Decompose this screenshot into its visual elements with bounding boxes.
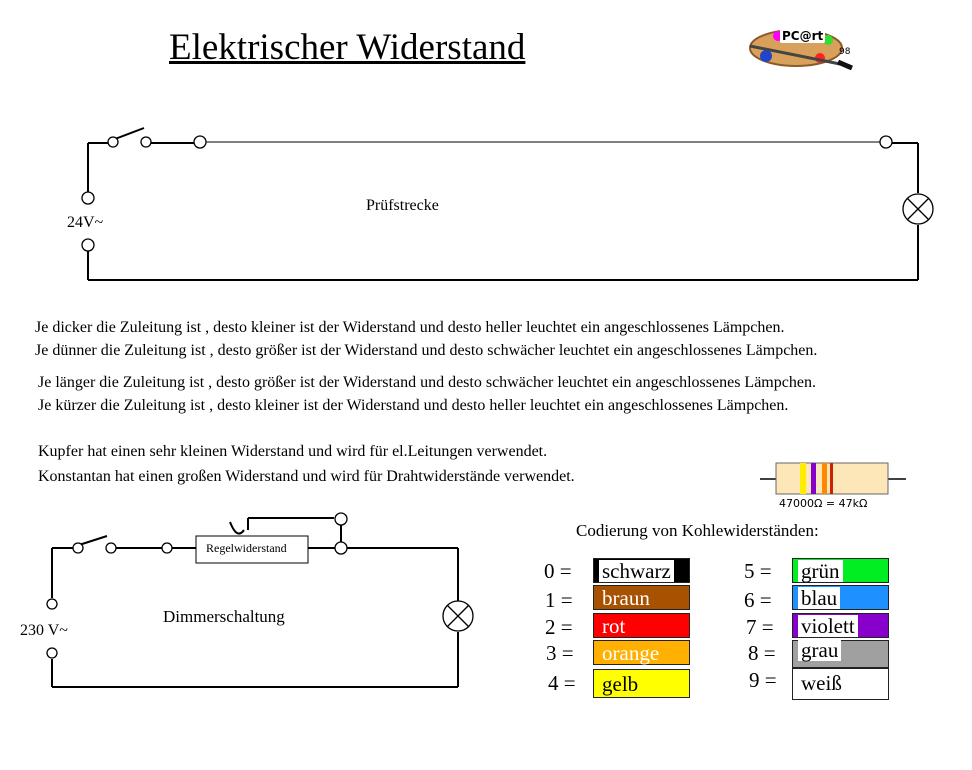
color-name: schwarz [599, 560, 674, 582]
code-number: 5 = [744, 559, 772, 583]
color-name: rot [599, 615, 628, 637]
code-number: 3 = [546, 641, 574, 665]
test-circuit [88, 128, 918, 280]
resistor-caption: 47000Ω = 47kΩ [779, 497, 868, 510]
voltage-label-230v: 230 V~ [20, 622, 68, 639]
text-line-6: Konstantan hat einen großen Widerstand und wird für Drahtwiderstände verwendet. [38, 468, 575, 485]
text-line-3: Je länger die Zuleitung ist , desto größer ist der Widerstand und desto schwächer leuchtet ein angeschlossenes Lämpchen. [38, 374, 816, 391]
terminal [162, 543, 172, 553]
code-number: 4 = [548, 671, 576, 695]
color-swatch [593, 613, 690, 638]
color-name: violett [798, 615, 858, 637]
code-number: 0 = [544, 559, 572, 583]
code-number: 1 = [545, 588, 573, 612]
logo-year: 98 [839, 47, 851, 57]
color-name: orange [599, 642, 662, 664]
switch-lever [79, 536, 107, 545]
color-name: grau [798, 639, 841, 661]
lamp-icon [443, 601, 473, 631]
text-line-5: Kupfer hat einen sehr kleinen Widerstand und wird für el.Leitungen verwendet. [38, 443, 548, 460]
rheostat-label: Regelwiderstand [206, 541, 287, 555]
terminal [141, 137, 151, 147]
color-name: weiß [798, 672, 845, 694]
code-number: 7 = [746, 615, 774, 639]
color-name: grün [798, 560, 843, 582]
page-title: Elektrischer Widerstand [169, 27, 526, 68]
terminal [82, 192, 94, 204]
code-number: 9 = [749, 668, 777, 692]
terminal [335, 513, 347, 525]
color-swatch [593, 640, 690, 665]
text-line-1: Je dicker die Zuleitung ist , desto kleiner ist der Widerstand und desto heller leuchtet ein angeschlossenes Lämpchen. [35, 319, 785, 336]
code-number: 2 = [545, 615, 573, 639]
terminal [82, 239, 94, 251]
color-swatch [593, 585, 690, 610]
code-number: 8 = [748, 641, 776, 665]
color-name: braun [599, 587, 653, 609]
dimmer-label: Dimmerschaltung [163, 607, 285, 626]
terminal [106, 543, 116, 553]
resistor-icon [760, 463, 906, 494]
switch-lever [115, 128, 144, 139]
coding-heading: Codierung von Kohlewiderständen: [576, 521, 819, 540]
terminal [47, 599, 57, 609]
terminal [73, 543, 83, 553]
terminal [880, 136, 892, 148]
test-section-label: Prüfstrecke [366, 197, 439, 214]
terminal [194, 136, 206, 148]
color-swatch [792, 640, 889, 668]
terminal [335, 542, 347, 554]
color-swatch [593, 558, 690, 583]
color-swatch [792, 668, 889, 700]
terminal [47, 648, 57, 658]
logo-text: PC@rt [782, 29, 824, 43]
lamp-icon [903, 194, 933, 224]
terminal [108, 137, 118, 147]
color-swatch [792, 613, 889, 638]
color-swatch [792, 585, 889, 610]
color-swatch [593, 669, 690, 698]
color-swatch [792, 558, 889, 583]
text-line-2: Je dünner die Zuleitung ist , desto größer ist der Widerstand und desto schwächer leuchtet ein angeschlossenes Lämpchen. [35, 342, 818, 359]
wiper-arrow [230, 522, 244, 534]
code-number: 6 = [744, 588, 772, 612]
text-line-4: Je kürzer die Zuleitung ist , desto kleiner ist der Widerstand und desto heller leuchtet ein angeschlossenes Lämpchen. [38, 397, 789, 414]
color-name: gelb [599, 673, 641, 695]
color-name: blau [798, 587, 840, 609]
voltage-label-24v: 24V~ [67, 214, 104, 231]
